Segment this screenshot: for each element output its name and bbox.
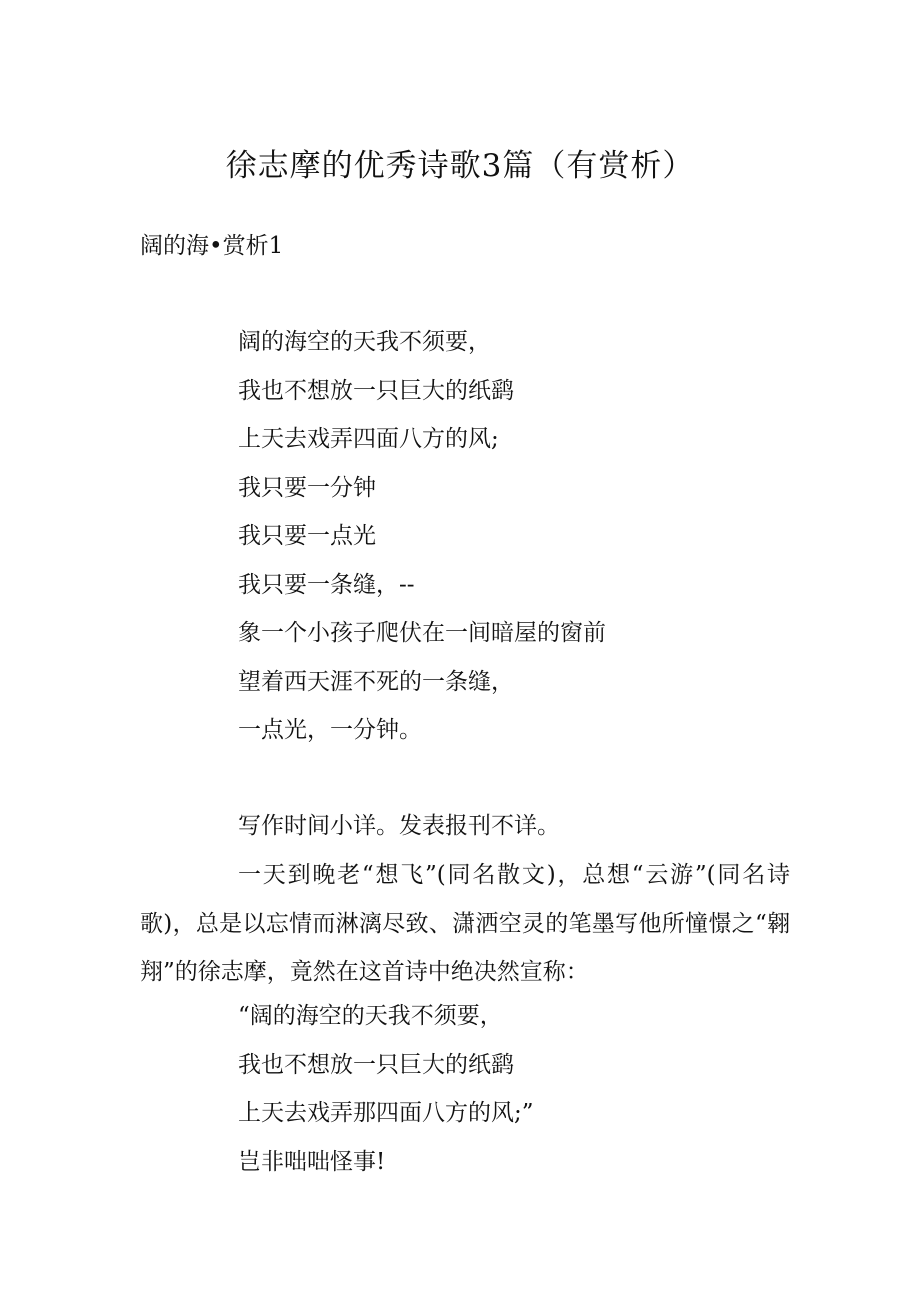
poem-line: 我只要一条缝，-- [238, 571, 415, 598]
quoted-poem-block [238, 996, 534, 1190]
commentary-paragraph-1: 写作时间小详。发表报刊不详。 [238, 813, 560, 839]
poem-line: 望着西天涯不死的一条缝， [238, 668, 514, 695]
poem-block [238, 322, 606, 759]
poem-line: 我也不想放一只巨大的纸鹞 [238, 377, 514, 404]
poem-line: 我只要一分钟 [238, 474, 376, 501]
quote-line: “阔的海空的天我不须要， [238, 1003, 503, 1029]
poem-line: 象一个小孩子爬伏在一间暗屋的窗前 [238, 620, 606, 646]
section-heading: 阔的海•赏析1 [140, 233, 284, 259]
quote-line: 岂非咄咄怪事! [238, 1148, 386, 1175]
commentary-paragraph-2: 一天到晚老“想飞”(同名散文)，总想“云游”(同名诗歌)，总是以忘情而淋漓尽致、潇洒空灵的笔墨写他所憧憬之“翱翔”的徐志摩，竟然在这首诗中绝决然宣称： [140, 862, 790, 985]
poem-line: 我只要一点光 [238, 523, 376, 549]
quote-line: 上天去戏弄那四面八方的风;” [238, 1100, 534, 1126]
poem-line: 上天去戏弄四面八方的风; [238, 426, 499, 452]
poem-line: 阔的海空的天我不须要， [238, 329, 491, 355]
quote-line: 我也不想放一只巨大的纸鹞 [238, 1051, 514, 1078]
poem-line: 一点光，一分钟。 [238, 717, 422, 743]
document-title: 徐志摩的优秀诗歌3篇（有赏析） [225, 148, 695, 184]
